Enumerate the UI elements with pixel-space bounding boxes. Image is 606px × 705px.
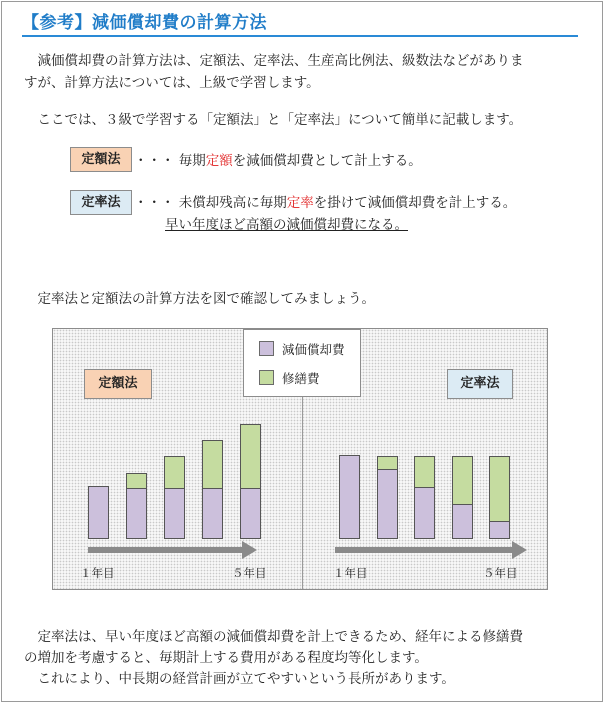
teiritsu-desc-post: を掛けて減価償却費を計上する。 [313, 195, 517, 211]
teigaku-bar-3-repair [164, 456, 185, 489]
teigaku-bar-4-repair [202, 440, 223, 489]
diagram-teigaku-label: 定額法 [84, 369, 152, 399]
teigaku-desc-highlight: 定額 [205, 153, 233, 169]
teigaku-bar-5-repair [240, 424, 261, 489]
intro-line-2: すが、計算方法については、上級で学習します。 [24, 75, 320, 91]
teigaku-end-label: ５年目 [232, 566, 267, 580]
conclusion-line-3: これにより、中長期の経営計画が立てやすいという長所があります。 [24, 671, 455, 687]
teigaku-bar-5-depreciation [240, 488, 261, 539]
intro-line-1: 減価償却費の計算方法は、定額法、定率法、生産高比例法、級数法などがありま [24, 53, 524, 69]
teiritsu-bar-2-repair [377, 456, 398, 470]
teigaku-desc-pre: ・・・ 毎期 [134, 153, 206, 169]
legend-label-repair: 修繕費 [282, 371, 320, 386]
diagram-teiritsu-label: 定率法 [447, 369, 513, 399]
teiritsu-bar-4-repair [452, 456, 473, 505]
legend-swatch-depreciation [259, 341, 274, 356]
teiritsu-bar-3-depreciation [414, 487, 435, 539]
diagram-divider [302, 397, 303, 589]
title-underline [22, 35, 578, 37]
teigaku-desc-post: を減価償却費として計上する。 [232, 153, 422, 169]
teigaku-badge: 定額法 [70, 147, 132, 172]
teiritsu-bar-4-depreciation [452, 504, 473, 539]
teigaku-bar-1-depreciation [88, 486, 109, 539]
page-title: 【参考】減価償却費の計算方法 [22, 13, 267, 33]
teigaku-bar-3-depreciation [164, 488, 185, 539]
teiritsu-bar-1-depreciation [339, 455, 360, 539]
diagram-intro: 定率法と定額法の計算方法を図で確認してみましょう。 [24, 291, 375, 307]
conclusion-line-2: の増加を考慮すると、毎期計上する費用がある程度均等化します。 [24, 650, 428, 666]
diagram-legend [243, 329, 361, 397]
teiritsu-note: 早い年度ほど高額の減価償却費になる。 [165, 217, 408, 233]
teigaku-bar-2-repair [126, 473, 147, 489]
teigaku-bar-4-depreciation [202, 488, 223, 539]
teiritsu-description [134, 193, 516, 214]
conclusion-line-1: 定率法は、早い年度ほど高額の減価償却費を計上できるため、経年による修繕費 [24, 629, 523, 645]
legend-swatch-repair [259, 370, 274, 385]
teiritsu-bar-5-repair [489, 456, 510, 522]
intro-line-3: ここでは、３級で学習する「定額法」と「定率法」について簡単に記載します。 [24, 112, 523, 128]
teigaku-description [134, 151, 422, 172]
teiritsu-desc-pre: ・・・ 未償却残高に毎期 [134, 195, 287, 211]
teiritsu-start-label: １年目 [333, 566, 368, 580]
teiritsu-badge: 定率法 [70, 190, 132, 215]
teiritsu-bar-2-depreciation [377, 469, 398, 539]
teiritsu-end-label: ５年目 [483, 566, 518, 580]
teigaku-bar-2-depreciation [126, 488, 147, 539]
legend-label-depreciation: 減価償却費 [282, 342, 345, 357]
teiritsu-desc-highlight: 定率 [286, 195, 314, 211]
teiritsu-bar-3-repair [414, 456, 435, 488]
teiritsu-bar-5-depreciation [489, 521, 510, 539]
teigaku-start-label: １年目 [80, 566, 115, 580]
